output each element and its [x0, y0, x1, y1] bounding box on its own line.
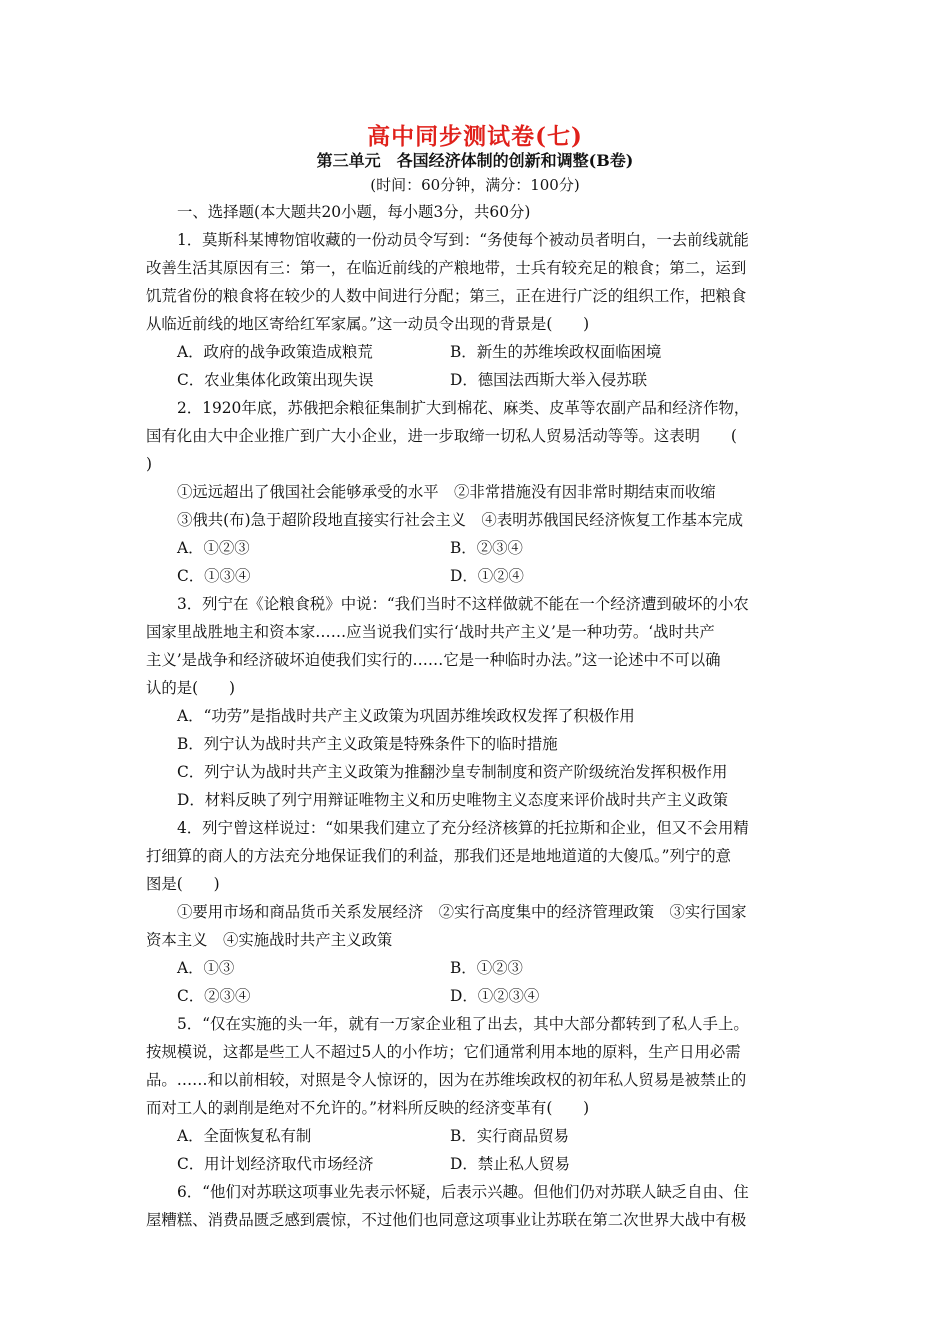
question-line: 2．1920年底，苏俄把余粮征集制扩大到棉花、麻类、皮革等农副产品和经济作物， — [177, 399, 750, 417]
question-line: 国有化由大中企业推广到广大小企业，进一步取缔一切私人贸易活动等等。这表明 ( — [146, 427, 737, 445]
option-a: A．“功劳”是指战时共产主义政策为巩固苏维埃政权发挥了积极作用 — [177, 707, 635, 725]
option-d: D．①②④ — [450, 567, 524, 585]
question-line: 从临近前线的地区寄给红军家属。”这一动员令出现的背景是( ) — [146, 315, 590, 333]
time-info: (时间：60分钟，满分：100分) — [370, 176, 580, 194]
question-line: 图是( ) — [146, 875, 220, 893]
question-line: 品。……和以前相较，对照是令人惊讶的，因为在苏维埃政权的初年私人贸易是被禁止的 — [146, 1071, 747, 1089]
question-line: 5．“仅在实施的头一年，就有一万家企业租了出去，其中大部分都转到了私人手上。 — [177, 1015, 749, 1033]
question-line: 饥荒省份的粮食将在较少的人数中间进行分配；第三，正在进行广泛的组织工作，把粮食 — [146, 287, 747, 305]
statement-line: ①远远超出了俄国社会能够承受的水平 ②非常措施没有因非常时期结束而收缩 — [177, 483, 716, 501]
option-a: A．政府的战争政策造成粮荒 — [177, 343, 373, 361]
question-line: 6．“他们对苏联这项事业先表示怀疑，后表示兴趣。但他们仍对苏联人缺乏自由、住 — [177, 1183, 749, 1201]
option-c: C．用计划经济取代市场经济 — [177, 1155, 374, 1173]
option-a: A．①③ — [177, 959, 235, 977]
question-line: 主义’是战争和经济破坏迫使我们实行的……它是一种临时办法。”这一论述中不可以确 — [146, 651, 721, 669]
option-row — [146, 982, 809, 1010]
exam-title: 高中同步测试卷(七) — [367, 123, 583, 150]
option-row — [146, 1150, 809, 1178]
option-b: B．列宁认为战时共产主义政策是特殊条件下的临时措施 — [177, 735, 558, 753]
option-row — [146, 534, 809, 562]
statement-line: ①要用市场和商品货币关系发展经济 ②实行高度集中的经济管理政策 ③实行国家 — [177, 903, 747, 921]
question-line: 国家里战胜地主和资本家……应当说我们实行‘战时共产主义’是一种功劳。‘战时共产 — [146, 623, 715, 641]
option-b: B．①②③ — [450, 959, 523, 977]
option-row — [146, 562, 809, 590]
question-line: ) — [146, 455, 153, 473]
question-line: 认的是( ) — [146, 679, 235, 697]
option-a: A．①②③ — [177, 539, 250, 557]
option-c: C．①③④ — [177, 567, 251, 585]
option-b: B．新生的苏维埃政权面临困境 — [450, 343, 662, 361]
question-line: 打细算的商人的方法充分地保证我们的利益，那我们还是地地道道的大傻瓜。”列宁的意 — [146, 847, 732, 865]
option-row — [146, 1122, 809, 1150]
option-row — [146, 954, 809, 982]
question-line: 而对工人的剥削是绝对不允许的。”材料所反映的经济变革有( ) — [146, 1099, 590, 1117]
statement-line: ③俄共(布)急于超阶段地直接实行社会主义 ④表明苏俄国民经济恢复工作基本完成 — [177, 511, 744, 529]
option-d: D．材料反映了列宁用辩证唯物主义和历史唯物主义态度来评价战时共产主义政策 — [177, 791, 729, 809]
option-c: C．列宁认为战时共产主义政策为推翻沙皇专制制度和资产阶级统治发挥积极作用 — [177, 763, 728, 781]
option-row — [146, 338, 809, 366]
option-a: A．全面恢复私有制 — [177, 1127, 312, 1145]
option-b: B．②③④ — [450, 539, 523, 557]
option-d: D．禁止私人贸易 — [450, 1155, 571, 1173]
option-c: C．农业集体化政策出现失误 — [177, 371, 374, 389]
question-line: 按规模说，这都是些工人不超过5人的小作坊；它们通常利用本地的原料，生产日用必需 — [146, 1043, 741, 1061]
question-line: 4．列宁曾这样说过：“如果我们建立了充分经济核算的托拉斯和企业，但又不会用精 — [177, 819, 749, 837]
section-heading: 一、选择题(本大题共20小题，每小题3分，共60分) — [177, 203, 531, 221]
option-d: D．德国法西斯大举入侵苏联 — [450, 371, 648, 389]
option-c: C．②③④ — [177, 987, 251, 1005]
question-line: 1．莫斯科某博物馆收藏的一份动员令写到：“务使每个被动员者明白，一去前线就能 — [177, 231, 749, 249]
statement-line: 资本主义 ④实施战时共产主义政策 — [146, 931, 393, 949]
option-row — [146, 366, 809, 394]
question-line: 改善生活其原因有三：第一，在临近前线的产粮地带，士兵有较充足的粮食；第二，运到 — [146, 259, 747, 277]
option-b: B．实行商品贸易 — [450, 1127, 570, 1145]
option-d: D．①②③④ — [450, 987, 540, 1005]
exam-content — [146, 198, 809, 1234]
question-line: 3．列宁在《论粮食税》中说：“我们当时不这样做就不能在一个经济遭到破坏的小农 — [177, 595, 749, 613]
question-line: 屋糟糕、消费品匮乏感到震惊，不过他们也同意这项事业让苏联在第二次世界大战中有极 — [146, 1211, 747, 1229]
unit-subtitle: 第三单元 各国经济体制的创新和调整(B卷) — [316, 151, 634, 170]
